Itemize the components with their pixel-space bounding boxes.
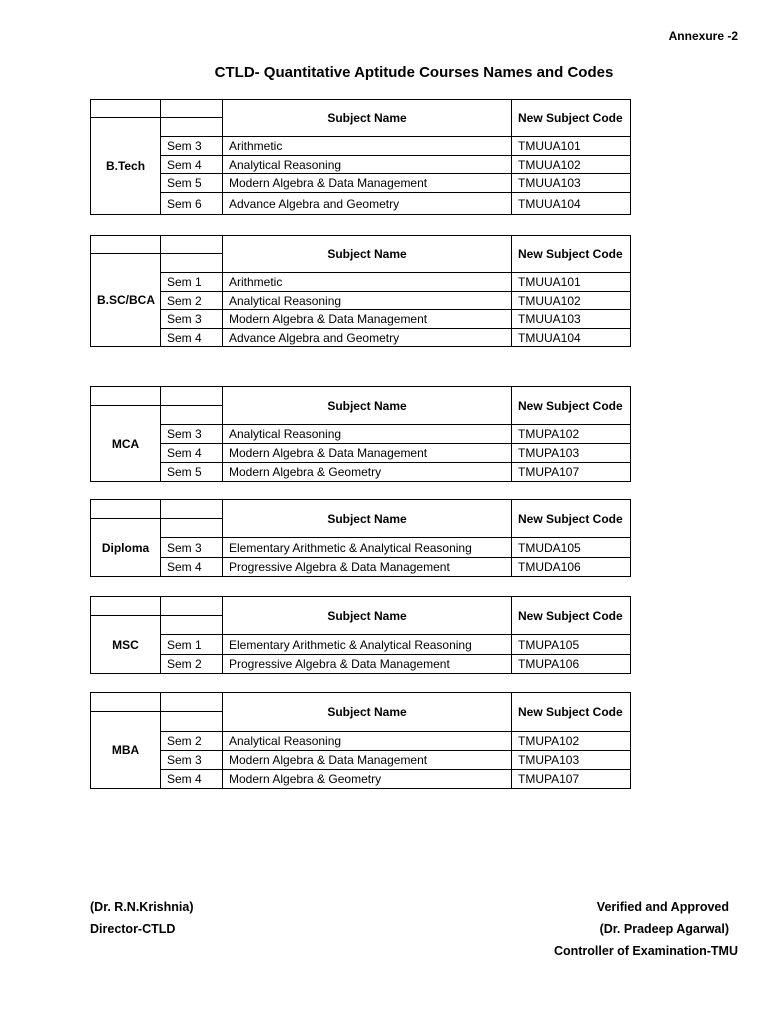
semester-cell: Sem 3 [161, 137, 223, 156]
semester-cell: Sem 1 [161, 273, 223, 292]
subject-code-cell: TMUUA103 [512, 310, 631, 329]
course-table [90, 692, 631, 789]
blank-cell [91, 387, 161, 406]
blank-cell [161, 616, 223, 635]
table-row [91, 444, 631, 463]
subject-name-cell: Analytical Reasoning [223, 156, 512, 174]
table-header-row [91, 693, 631, 712]
subject-code-cell: TMUUA102 [512, 156, 631, 174]
table-row [91, 655, 631, 674]
blank-cell [91, 597, 161, 616]
subject-code-header: New Subject Code [512, 693, 631, 732]
subject-code-cell: TMUPA107 [512, 463, 631, 482]
subject-name-cell: Analytical Reasoning [223, 292, 512, 310]
table-header-row [91, 236, 631, 254]
blank-cell [161, 712, 223, 732]
subject-name-header: Subject Name [223, 500, 512, 538]
semester-cell: Sem 3 [161, 751, 223, 770]
table-row [91, 635, 631, 655]
subject-code-cell: TMUUA101 [512, 273, 631, 292]
semester-cell: Sem 3 [161, 425, 223, 444]
subject-name-cell: Advance Algebra and Geometry [223, 193, 512, 215]
subject-name-cell: Modern Algebra & Data Management [223, 444, 512, 463]
blank-cell [91, 100, 161, 118]
subject-code-cell: TMUDA105 [512, 538, 631, 558]
subject-code-cell: TMUUA104 [512, 193, 631, 215]
semester-cell: Sem 5 [161, 463, 223, 482]
semester-cell: Sem 2 [161, 292, 223, 310]
subject-name-cell: Progressive Algebra & Data Management [223, 655, 512, 674]
subject-code-cell: TMUPA106 [512, 655, 631, 674]
semester-cell: Sem 6 [161, 193, 223, 215]
subject-code-header: New Subject Code [512, 100, 631, 137]
blank-cell [161, 236, 223, 254]
subject-code-cell: TMUUA103 [512, 174, 631, 193]
program-name: B.SC/BCA [91, 254, 161, 347]
semester-cell: Sem 4 [161, 444, 223, 463]
subject-code-cell: TMUPA102 [512, 732, 631, 751]
subject-code-header: New Subject Code [512, 597, 631, 635]
blank-cell [161, 519, 223, 538]
table-row [91, 732, 631, 751]
table-row [91, 463, 631, 482]
table-header-row [91, 500, 631, 519]
subject-code-cell: TMUPA102 [512, 425, 631, 444]
table-row [91, 770, 631, 789]
table-row [91, 310, 631, 329]
blank-cell [161, 406, 223, 425]
table-row [91, 193, 631, 215]
table-row [91, 156, 631, 174]
course-table [90, 499, 631, 577]
page-title: CTLD- Quantitative Aptitude Courses Names and Codes [214, 64, 614, 81]
signature-right-name: (Dr. Pradeep Agarwal) [599, 922, 729, 936]
signature-right-designation: Controller of Examination-TMU [553, 944, 738, 958]
subject-name-cell: Elementary Arithmetic & Analytical Reasoning [223, 635, 512, 655]
subject-code-cell: TMUPA107 [512, 770, 631, 789]
signature-left-name: (Dr. R.N.Krishnia) [90, 900, 194, 914]
subject-name-header: Subject Name [223, 387, 512, 425]
subject-name-cell: Modern Algebra & Geometry [223, 463, 512, 482]
table-header-row [91, 597, 631, 616]
table-row [91, 273, 631, 292]
subject-name-cell: Arithmetic [223, 273, 512, 292]
program-name: MBA [91, 712, 161, 789]
semester-cell: Sem 3 [161, 538, 223, 558]
subject-name-cell: Arithmetic [223, 137, 512, 156]
course-table [90, 235, 631, 347]
table-row [91, 538, 631, 558]
semester-cell: Sem 4 [161, 770, 223, 789]
program-name: MCA [91, 406, 161, 482]
signature-left-designation: Director-CTLD [90, 922, 176, 936]
subject-name-header: Subject Name [223, 597, 512, 635]
blank-cell [161, 387, 223, 406]
subject-name-header: Subject Name [223, 100, 512, 137]
semester-cell: Sem 4 [161, 156, 223, 174]
subject-name-cell: Advance Algebra and Geometry [223, 329, 512, 347]
subject-name-cell: Progressive Algebra & Data Management [223, 558, 512, 577]
blank-cell [91, 236, 161, 254]
blank-cell [161, 100, 223, 118]
annexure-label: Annexure -2 [668, 29, 738, 43]
subject-code-cell: TMUUA102 [512, 292, 631, 310]
blank-cell [161, 693, 223, 712]
subject-name-cell: Modern Algebra & Geometry [223, 770, 512, 789]
table-row [91, 329, 631, 347]
semester-cell: Sem 2 [161, 732, 223, 751]
subject-code-cell: TMUDA106 [512, 558, 631, 577]
course-table [90, 99, 631, 215]
subject-name-cell: Modern Algebra & Data Management [223, 174, 512, 193]
blank-cell [91, 500, 161, 519]
table-row [91, 292, 631, 310]
table-row [91, 137, 631, 156]
signature-right-status: Verified and Approved [596, 900, 729, 914]
subject-name-cell: Modern Algebra & Data Management [223, 310, 512, 329]
subject-code-cell: TMUUA104 [512, 329, 631, 347]
program-name: B.Tech [91, 118, 161, 215]
subject-name-cell: Analytical Reasoning [223, 425, 512, 444]
semester-cell: Sem 5 [161, 174, 223, 193]
subject-code-cell: TMUPA105 [512, 635, 631, 655]
program-name: MSC [91, 616, 161, 674]
subject-name-header: Subject Name [223, 236, 512, 273]
semester-cell: Sem 3 [161, 310, 223, 329]
subject-code-cell: TMUPA103 [512, 751, 631, 770]
subject-code-header: New Subject Code [512, 500, 631, 538]
subject-code-cell: TMUPA103 [512, 444, 631, 463]
table-row [91, 174, 631, 193]
blank-cell [161, 500, 223, 519]
table-row [91, 425, 631, 444]
table-row [91, 751, 631, 770]
program-name: Diploma [91, 519, 161, 577]
blank-cell [161, 118, 223, 137]
semester-cell: Sem 2 [161, 655, 223, 674]
subject-name-header: Subject Name [223, 693, 512, 732]
semester-cell: Sem 1 [161, 635, 223, 655]
course-table [90, 596, 631, 674]
semester-cell: Sem 4 [161, 329, 223, 347]
semester-cell: Sem 4 [161, 558, 223, 577]
subject-name-cell: Modern Algebra & Data Management [223, 751, 512, 770]
blank-cell [91, 693, 161, 712]
subject-code-header: New Subject Code [512, 236, 631, 273]
subject-name-cell: Analytical Reasoning [223, 732, 512, 751]
blank-cell [161, 597, 223, 616]
table-header-row [91, 100, 631, 118]
subject-code-cell: TMUUA101 [512, 137, 631, 156]
subject-code-header: New Subject Code [512, 387, 631, 425]
subject-name-cell: Elementary Arithmetic & Analytical Reasoning [223, 538, 512, 558]
blank-cell [161, 254, 223, 273]
table-row [91, 558, 631, 577]
table-header-row [91, 387, 631, 406]
course-table [90, 386, 631, 482]
